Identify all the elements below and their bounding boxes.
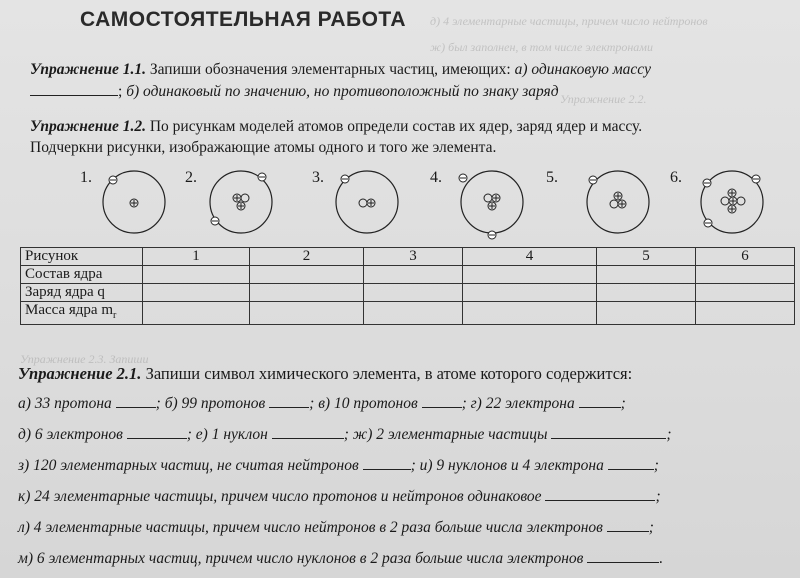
item-text: з) 120 элементарных частиц, не считая нейтронов [18,457,363,474]
answer-blank[interactable] [272,424,344,439]
atom-number: 1. [80,169,92,186]
atom-model-1[interactable] [80,165,195,245]
answer-cell[interactable] [597,266,696,284]
answer-cell[interactable] [597,302,696,325]
item-text: ; [648,519,654,536]
item-text: ; [655,488,661,505]
atom-model-5[interactable] [546,165,661,245]
atom-4-drawing [430,165,545,245]
answer-cell[interactable] [696,284,795,302]
answer-cell[interactable] [143,302,250,325]
exercise-2-1-line-k [18,486,661,507]
exercise-label: Упражнение 1.2. [30,118,146,135]
atom-number: 5. [546,169,558,186]
atom-model-3[interactable] [312,165,427,245]
exercise-item-a: а) одинаковую массу [514,61,651,78]
answer-cell[interactable] [364,302,463,325]
exercise-text: Запиши обозначения элементарных частиц, имеющих: [145,61,515,78]
atom-number: 3. [312,169,324,186]
exercise-2-1-line-z [18,455,659,476]
table-header-cell: 5 [597,248,696,266]
bleed-through-text: д) 4 элементарные частицы, причем число нейтронов [430,14,708,28]
answer-blank[interactable] [363,455,411,470]
atom-model-4[interactable] [430,165,545,245]
item-text: . [659,550,664,567]
atom-6-drawing [670,165,785,245]
item-text: ; б) 99 протонов [155,395,270,412]
separator: ; [118,83,123,100]
exercise-1-2-line-2: Подчеркни рисунки, изображающие атомы одного и того же элемента. [30,139,497,156]
item-text: ; [666,426,672,443]
atom-5-drawing [546,165,661,245]
exercise-2-1-line-d [18,424,672,445]
exercise-1-1-line-1 [30,60,651,80]
answer-cell[interactable] [696,302,795,325]
item-text: ; в) 10 протонов [309,395,422,412]
row-label-text: Заряд ядра q [25,284,105,300]
atom-number: 4. [430,169,442,186]
answer-blank[interactable] [551,424,666,439]
atom-1-drawing [80,165,195,245]
bleed-through-text: Упражнение 2.2. [560,92,647,106]
exercise-label: Упражнение 1.1. [30,61,146,78]
table-header-cell: 4 [463,248,597,266]
atom-model-2[interactable] [185,165,300,245]
table-row [21,302,795,325]
answer-cell[interactable] [250,266,364,284]
answer-blank[interactable] [127,424,187,439]
answer-cell[interactable] [463,266,597,284]
answer-cell[interactable] [463,284,597,302]
atom-models [80,165,800,245]
answer-cell[interactable] [364,266,463,284]
answer-cell[interactable] [364,284,463,302]
item-text: ; ж) 2 элементарные частицы [343,426,552,443]
atom-2-drawing [185,165,300,245]
subscript: r [113,310,117,321]
item-text: а) 33 протона [18,395,116,412]
row-label [21,284,143,302]
item-text: ; [653,457,659,474]
row-label-text: Масса ядра m [25,302,114,318]
exercise-item-b: б) одинаковый по значению, но противоположный по знаку заряд [122,83,559,100]
table-header-row [21,248,795,266]
answer-blank[interactable] [269,393,309,408]
bleed-through-text: Упражнение 2.3. Запиши [20,352,149,366]
atom-number: 2. [185,169,197,186]
item-text: м) 6 элементарных частиц, причем число нуклонов в 2 раза больше числа электронов [18,550,588,567]
item-text: ; г) 22 электрона [461,395,579,412]
exercise-1-2-line-1 [30,117,642,137]
answer-blank[interactable] [116,393,156,408]
answer-blank[interactable] [607,517,649,532]
table-header-cell: 3 [364,248,463,266]
atom-3-drawing [312,165,427,245]
item-text: к) 24 элементарные частицы, причем число протонов и нейтронов одинаковое [18,488,546,505]
answer-blank[interactable] [608,455,654,470]
table-row [21,284,795,302]
page-title: САМОСТОЯТЕЛЬНАЯ РАБОТА [80,8,407,31]
answer-cell[interactable] [597,284,696,302]
table-row [21,266,795,284]
table-header-cell: Рисунок [21,248,143,266]
exercise-text: По рисункам моделей атомов определи состав их ядер, заряд ядер и массу. [145,118,643,135]
answer-cell[interactable] [143,284,250,302]
answer-blank[interactable] [587,548,659,563]
answer-blank[interactable] [30,81,118,96]
exercise-1-1-line-2 [30,81,559,102]
item-text: ; е) 1 нуклон [186,426,272,443]
atom-model-6[interactable] [670,165,785,245]
row-label [21,302,143,325]
exercise-2-1-line-l [18,517,654,538]
item-text: ; [620,395,626,412]
exercise-text: Запиши символ химического элемента, в атоме которого содержится: [141,364,633,383]
atoms-table [20,247,795,325]
answer-cell[interactable] [250,284,364,302]
answer-cell[interactable] [696,266,795,284]
item-text: ; и) 9 нуклонов и 4 электрона [410,457,608,474]
exercise-label: Упражнение 2.1. [18,364,142,383]
bleed-through-text: ж) был заполнен, в том числе электронами [430,40,653,54]
answer-blank[interactable] [422,393,462,408]
answer-cell[interactable] [463,302,597,325]
table-header-cell: 6 [696,248,795,266]
answer-cell[interactable] [250,302,364,325]
table-header-cell: 1 [143,248,250,266]
answer-blank[interactable] [545,486,655,501]
exercise-2-1-line-a [18,393,626,414]
answer-blank[interactable] [579,393,621,408]
exercise-2-1-line-m [18,548,663,569]
atom-number: 6. [670,169,682,186]
item-text: д) 6 электронов [18,426,127,443]
table-header-cell: 2 [250,248,364,266]
row-label: Состав ядра [21,266,143,284]
answer-cell[interactable] [143,266,250,284]
exercise-2-1-heading [18,364,632,384]
item-text: л) 4 элементарные частицы, причем число нейтронов в 2 раза больше числа электронов [18,519,607,536]
